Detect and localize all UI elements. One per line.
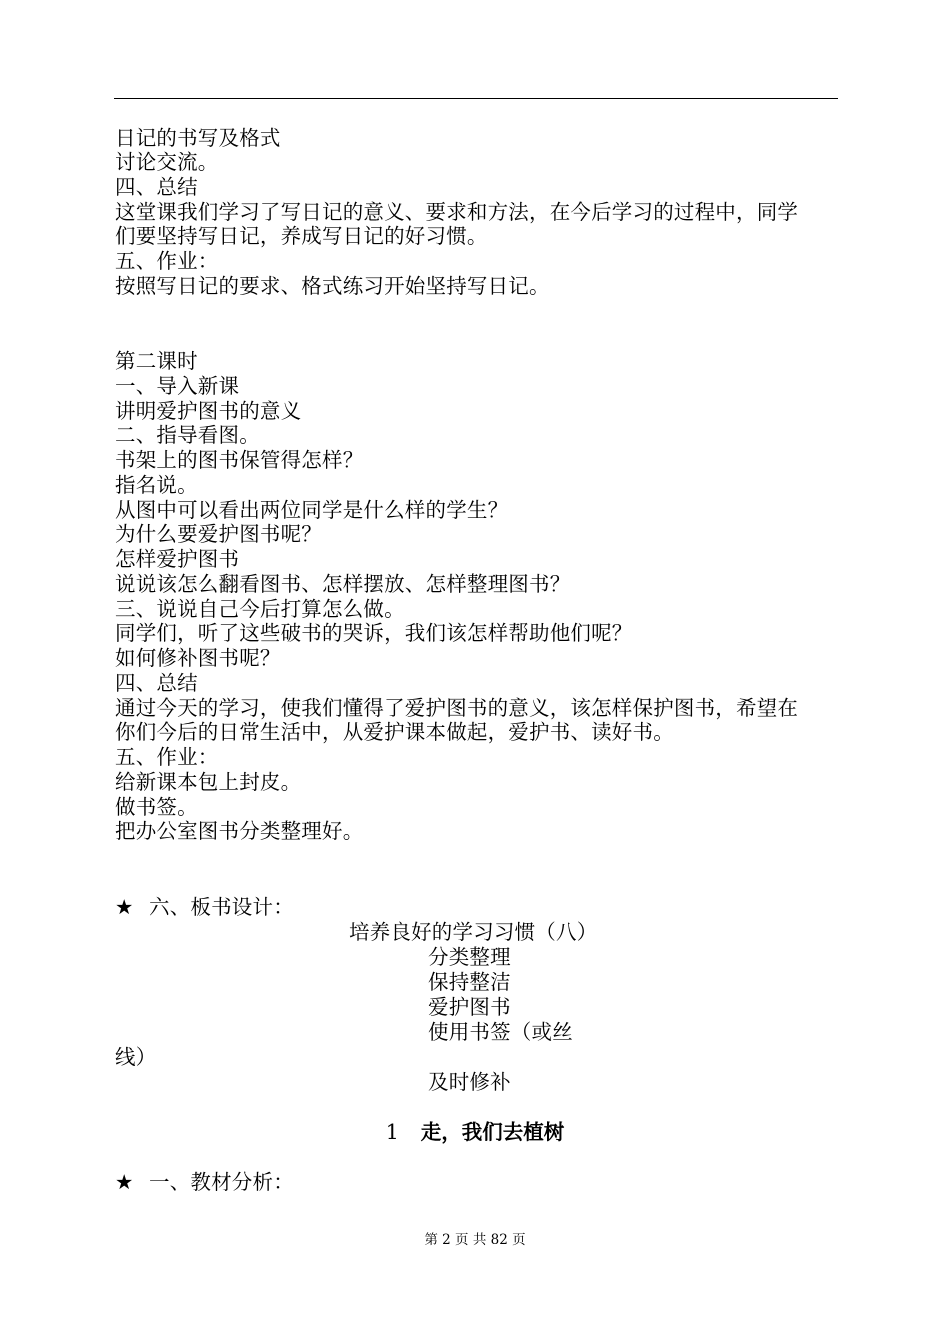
text-line: 三、说说自己今后打算怎么做。: [115, 597, 405, 621]
page-footer: 第 2 页 共 82 页: [424, 1232, 526, 1248]
text-line: 讲明爱护图书的意义: [115, 399, 302, 423]
text-line: 五、作业：: [115, 745, 219, 769]
text-line: 怎样爱护图书: [115, 547, 240, 571]
text-line: 指名说。: [115, 473, 198, 497]
star-icon: ★: [115, 895, 134, 919]
star-icon: ★: [115, 1170, 134, 1194]
text-line: 一、导入新课: [115, 374, 240, 398]
lesson-title-text: 走，我们去植树: [420, 1120, 565, 1144]
text-line: 日记的书写及格式: [115, 126, 281, 150]
text-line: 书架上的图书保管得怎样？: [115, 448, 364, 472]
text-line: 你们今后的日常生活中，从爱护课本做起，爱护书、读好书。: [115, 720, 674, 744]
board-heading-text: 六、板书设计：: [149, 895, 294, 919]
text-line: 通过今天的学习，使我们懂得了爱护图书的意义，该怎样保护图书，希望在: [115, 696, 799, 720]
text-line: 四、总结: [115, 175, 198, 199]
board-title: 培养良好的学习习惯（八）: [349, 920, 598, 944]
board-item: 保持整洁: [428, 970, 511, 994]
text-line: 二、指导看图。: [115, 423, 260, 447]
board-item-wrap: 线）: [115, 1045, 157, 1069]
text-line: 说说该怎么翻看图书、怎样摆放、怎样整理图书？: [115, 572, 571, 596]
text-line: 四、总结: [115, 671, 198, 695]
text-line: 从图中可以看出两位同学是什么样的学生？: [115, 498, 509, 522]
section-title: 第二课时: [115, 349, 198, 373]
text-line: 如何修补图书呢？: [115, 646, 281, 670]
board-item: 爱护图书: [428, 995, 511, 1019]
lesson-title: [0, 1120, 950, 1144]
text-line: 五、作业：: [115, 249, 219, 273]
board-item: 分类整理: [428, 945, 511, 969]
text-line: 把办公室图书分类整理好。: [115, 819, 364, 843]
text-line: 讨论交流。: [115, 150, 219, 174]
header-rule: [114, 98, 838, 99]
text-line: 做书签。: [115, 795, 198, 819]
analysis-heading-text: 一、教材分析：: [149, 1170, 294, 1194]
text-line: 给新课本包上封皮。: [115, 770, 302, 794]
lesson-number: 1: [385, 1120, 399, 1144]
text-line: 们要坚持写日记，养成写日记的好习惯。: [115, 224, 488, 248]
board-design-heading: [115, 895, 294, 919]
board-item: 使用书签（或丝: [428, 1020, 573, 1044]
analysis-heading: [115, 1170, 294, 1194]
board-item: 及时修补: [428, 1070, 511, 1094]
text-line: 为什么要爱护图书呢？: [115, 522, 322, 546]
text-line: 这堂课我们学习了写日记的意义、要求和方法，在今后学习的过程中，同学: [115, 200, 799, 224]
text-line: 按照写日记的要求、格式练习开始坚持写日记。: [115, 274, 550, 298]
text-line: 同学们，听了这些破书的哭诉，我们该怎样帮助他们呢？: [115, 621, 633, 645]
